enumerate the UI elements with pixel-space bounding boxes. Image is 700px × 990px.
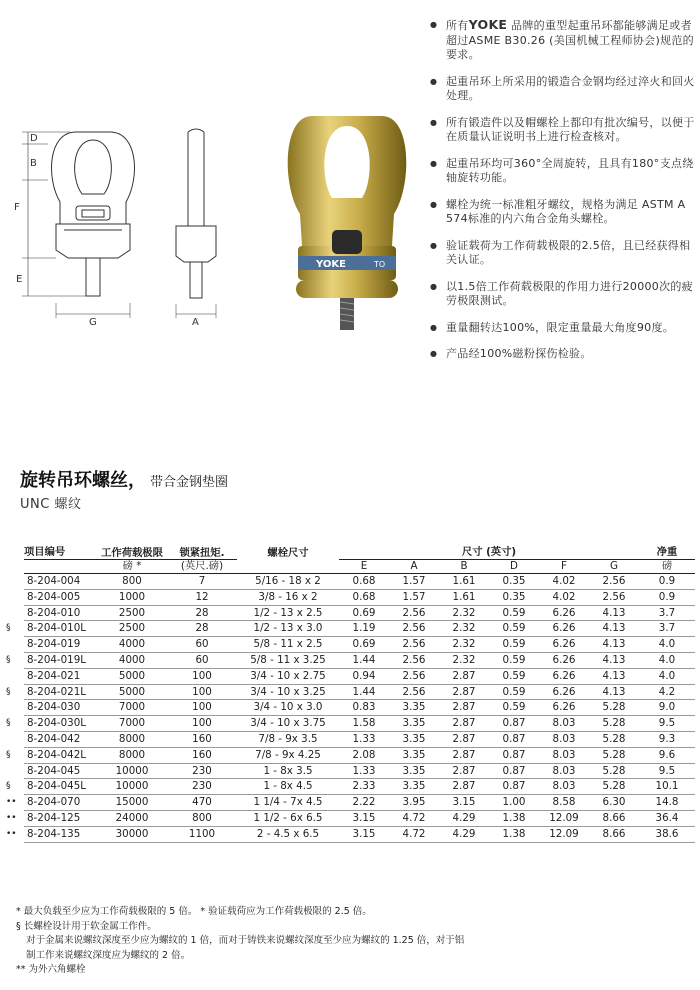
header-bolt: 螺栓尺寸	[267, 546, 309, 559]
net-weight: 9.5	[639, 716, 695, 732]
feature-text: 品牌的重型起重吊环都能够满足或者超过ASME B30.26 (美国机械工程师协会)规范的要求。	[446, 19, 694, 61]
spec-table-body	[6, 574, 695, 843]
dimension-value: 0.94	[339, 668, 389, 684]
item-number: 8-204-135	[24, 826, 97, 842]
item-number: 8-204-070	[24, 795, 97, 811]
dimension-value: 2.56	[389, 684, 439, 700]
table-row	[6, 700, 695, 716]
dimension-value: 3.35	[389, 716, 439, 732]
working-load-limit: 7000	[97, 700, 167, 716]
row-mark	[6, 605, 24, 621]
feature-text: 所有锻造件以及帽螺栓上都印有批次编号，以便于在质量认证说明书上进行检查核对。	[446, 115, 695, 143]
item-number: 8-204-019L	[24, 652, 97, 668]
table-row	[6, 574, 695, 590]
item-number: 8-204-021L	[24, 684, 97, 700]
dimension-value: 6.26	[539, 621, 589, 637]
item-number: 8-204-045L	[24, 779, 97, 795]
dimension-value: 1.38	[489, 810, 539, 826]
dimension-value: 0.35	[489, 574, 539, 590]
dimension-value: 2.56	[389, 621, 439, 637]
net-weight: 9.5	[639, 763, 695, 779]
bolt-size: 5/16 - 18 x 2	[237, 574, 339, 590]
dimension-value: 1.38	[489, 826, 539, 842]
row-mark	[6, 700, 24, 716]
bolt-size: 3/4 - 10 x 2.75	[237, 668, 339, 684]
header-dim-col: E	[339, 560, 389, 574]
working-load-limit: 8000	[97, 731, 167, 747]
dimension-value: 1.00	[489, 795, 539, 811]
torque: 160	[167, 747, 237, 763]
row-mark	[6, 574, 24, 590]
dim-label-f: F	[14, 202, 20, 213]
row-mark	[6, 763, 24, 779]
bolt-size: 5/8 - 11 x 2.5	[237, 637, 339, 653]
feature-text: 验证载荷为工作荷载极限的2.5倍，且已经获得相关认证。	[446, 238, 691, 266]
dimension-value: 1.19	[339, 621, 389, 637]
dimension-value: 3.95	[389, 795, 439, 811]
dimension-value: 2.87	[439, 700, 489, 716]
dimension-value: 5.28	[589, 700, 639, 716]
dimension-value: 2.87	[439, 716, 489, 732]
dimension-value: 5.28	[589, 731, 639, 747]
dimension-value: 6.26	[539, 668, 589, 684]
dimension-value: 2.87	[439, 763, 489, 779]
dimension-value: 4.29	[439, 826, 489, 842]
dimension-value: 2.32	[439, 605, 489, 621]
table-row	[6, 684, 695, 700]
torque: 160	[167, 731, 237, 747]
torque: 1100	[167, 826, 237, 842]
working-load-limit: 24000	[97, 810, 167, 826]
dimension-value: 0.83	[339, 700, 389, 716]
dimension-value: 6.26	[539, 605, 589, 621]
bolt-size: 7/8 - 9x 3.5	[237, 731, 339, 747]
dimension-value: 8.03	[539, 779, 589, 795]
footnote: § 长螺栓设计用于软金属工作件。	[16, 920, 157, 932]
header-dims: 尺寸 (英寸)	[339, 545, 639, 560]
dimension-value: 4.13	[589, 621, 639, 637]
footnote: 制工作来说螺纹深度应为螺纹的 2 倍。	[26, 949, 191, 961]
bolt-size: 1 - 8x 4.5	[237, 779, 339, 795]
working-load-limit: 4000	[97, 637, 167, 653]
dimension-value: 8.03	[539, 731, 589, 747]
row-mark: §	[6, 654, 11, 665]
table-row	[6, 810, 695, 826]
net-weight: 0.9	[639, 589, 695, 605]
row-mark: §	[6, 749, 11, 760]
working-load-limit: 8000	[97, 747, 167, 763]
dimension-value: 0.87	[489, 763, 539, 779]
dimension-value: 2.56	[589, 574, 639, 590]
dimension-value: 1.61	[439, 589, 489, 605]
working-load-limit: 2500	[97, 605, 167, 621]
torque: 100	[167, 668, 237, 684]
table-row	[6, 826, 695, 842]
dimension-value: 5.28	[589, 747, 639, 763]
working-load-limit: 7000	[97, 716, 167, 732]
dimension-value: 2.56	[389, 652, 439, 668]
dimension-value: 2.87	[439, 684, 489, 700]
dimension-value: 4.02	[539, 574, 589, 590]
torque: 100	[167, 684, 237, 700]
dimension-value: 3.15	[339, 810, 389, 826]
dimension-value: 5.28	[589, 779, 639, 795]
feature-text: 螺栓为统一标准粗牙螺纹，规格为满足 ASTM A 574标准的内六角合金角头螺栓。	[446, 197, 686, 225]
section-heading	[20, 466, 228, 492]
header-dim-col: G	[589, 560, 639, 574]
bolt-size: 1/2 - 13 x 2.5	[237, 605, 339, 621]
torque: 12	[167, 589, 237, 605]
row-mark	[6, 637, 24, 653]
working-load-limit: 2500	[97, 621, 167, 637]
dimension-value: 2.56	[389, 637, 439, 653]
spec-table	[6, 545, 695, 843]
net-weight: 0.9	[639, 574, 695, 590]
header-dim-col: D	[489, 560, 539, 574]
dimension-value: 6.26	[539, 637, 589, 653]
dimension-value: 4.13	[589, 605, 639, 621]
table-row	[6, 668, 695, 684]
feature-prefix: 所有	[446, 19, 469, 32]
header-wll-unit: 磅 *	[97, 560, 167, 574]
dim-label-e: E	[16, 274, 23, 285]
dimension-value: 1.61	[439, 574, 489, 590]
feature-item	[430, 75, 696, 104]
dimension-value: 2.32	[439, 621, 489, 637]
feature-text: 产品经100%磁粉探伤检验。	[446, 347, 592, 360]
item-number: 8-204-005	[24, 589, 97, 605]
bolt-size: 1/2 - 13 x 3.0	[237, 621, 339, 637]
dimension-value: 2.56	[589, 589, 639, 605]
dimension-value: 4.13	[589, 684, 639, 700]
dimension-value: 1.57	[389, 589, 439, 605]
feature-item	[430, 18, 696, 63]
feature-text: 起重吊环上所采用的锻造合金钢均经过淬火和回火处理。	[446, 74, 695, 102]
footnotes	[16, 905, 464, 978]
net-weight: 4.2	[639, 684, 695, 700]
dimension-value: 2.32	[439, 637, 489, 653]
dimension-value: 2.87	[439, 779, 489, 795]
item-number: 8-204-042L	[24, 747, 97, 763]
dimension-value: 3.35	[389, 700, 439, 716]
dimension-value: 6.26	[539, 652, 589, 668]
thread-type: UNC 螺纹	[20, 497, 82, 512]
row-mark	[6, 668, 24, 684]
dimension-value: 3.15	[439, 795, 489, 811]
dimension-value: 8.03	[539, 747, 589, 763]
net-weight: 3.7	[639, 605, 695, 621]
torque: 28	[167, 621, 237, 637]
net-weight: 9.0	[639, 700, 695, 716]
dimension-value: 0.59	[489, 700, 539, 716]
header-weight: 净重	[639, 545, 695, 560]
working-load-limit: 1000	[97, 589, 167, 605]
item-number: 8-204-030	[24, 700, 97, 716]
item-number: 8-204-125	[24, 810, 97, 826]
dimension-value: 0.69	[339, 605, 389, 621]
net-weight: 36.4	[639, 810, 695, 826]
table-row	[6, 652, 695, 668]
dimension-value: 1.58	[339, 716, 389, 732]
dimension-value: 0.59	[489, 652, 539, 668]
table-row	[6, 763, 695, 779]
dimension-value: 4.72	[389, 826, 439, 842]
dim-label-g: G	[89, 317, 97, 328]
technical-drawing	[8, 118, 240, 328]
working-load-limit: 4000	[97, 652, 167, 668]
working-load-limit: 30000	[97, 826, 167, 842]
item-number: 8-204-004	[24, 574, 97, 590]
table-row	[6, 589, 695, 605]
table-row	[6, 747, 695, 763]
dim-label-b: B	[30, 158, 37, 169]
dimension-value: 6.30	[589, 795, 639, 811]
net-weight: 4.0	[639, 637, 695, 653]
torque: 60	[167, 652, 237, 668]
dimension-value: 3.15	[339, 826, 389, 842]
photo-brand-text: YOKE	[316, 259, 346, 270]
torque: 230	[167, 763, 237, 779]
net-weight: 14.8	[639, 795, 695, 811]
dimension-value: 0.87	[489, 731, 539, 747]
dimension-value: 4.13	[589, 637, 639, 653]
header-torque-unit: (英尺.磅)	[167, 560, 237, 574]
item-number: 8-204-019	[24, 637, 97, 653]
bolt-size: 2 - 4.5 x 6.5	[237, 826, 339, 842]
dimension-value: 3.35	[389, 763, 439, 779]
dimension-value: 0.35	[489, 589, 539, 605]
net-weight: 4.0	[639, 668, 695, 684]
net-weight: 9.6	[639, 747, 695, 763]
dimension-value: 0.59	[489, 637, 539, 653]
photo-bolt-mark: TO	[374, 260, 386, 269]
dimension-value: 4.72	[389, 810, 439, 826]
dimension-value: 0.59	[489, 605, 539, 621]
dimension-value: 1.44	[339, 652, 389, 668]
dimension-value: 0.59	[489, 668, 539, 684]
table-row	[6, 621, 695, 637]
dimension-value: 0.59	[489, 684, 539, 700]
dimension-value: 8.03	[539, 716, 589, 732]
feature-text: 重量翻转达100%，限定重量最大角度90度。	[446, 320, 675, 334]
section-title: 旋转吊环螺丝，	[20, 470, 146, 491]
bolt-size: 1 1/2 - 6x 6.5	[237, 810, 339, 826]
dimension-value: 4.02	[539, 589, 589, 605]
feature-text: 以1.5倍工作荷载极限的作用力进行20000次的疲劳极限测试。	[446, 279, 693, 307]
row-mark: §	[6, 686, 11, 697]
torque: 100	[167, 716, 237, 732]
feature-item	[430, 116, 696, 145]
item-number: 8-204-042	[24, 731, 97, 747]
working-load-limit: 5000	[97, 684, 167, 700]
dimension-value: 1.44	[339, 684, 389, 700]
dimension-value: 1.33	[339, 731, 389, 747]
feature-list	[430, 18, 696, 374]
item-number: 8-204-010L	[24, 621, 97, 637]
dimension-value: 0.68	[339, 589, 389, 605]
item-number: 8-204-030L	[24, 716, 97, 732]
net-weight: 38.6	[639, 826, 695, 842]
dimension-value: 3.35	[389, 731, 439, 747]
header-dim-col: B	[439, 560, 489, 574]
feature-item	[430, 347, 696, 362]
dimension-value: 4.13	[589, 652, 639, 668]
footnote: ** 为外六角螺栓	[16, 964, 86, 975]
net-weight: 4.0	[639, 652, 695, 668]
torque: 7	[167, 574, 237, 590]
dimension-value: 0.87	[489, 747, 539, 763]
torque: 100	[167, 700, 237, 716]
torque: 230	[167, 779, 237, 795]
feature-item	[430, 157, 696, 186]
torque: 800	[167, 810, 237, 826]
dimension-value: 0.87	[489, 716, 539, 732]
bolt-size: 3/4 - 10 x 3.0	[237, 700, 339, 716]
feature-text: 起重吊环均可360°全周旋转，且具有180°支点绕轴旋转功能。	[446, 156, 694, 184]
feature-item	[430, 198, 696, 227]
working-load-limit: 10000	[97, 763, 167, 779]
dimension-value: 1.57	[389, 574, 439, 590]
torque: 28	[167, 605, 237, 621]
row-mark: §	[6, 718, 11, 729]
table-row	[6, 637, 695, 653]
row-mark: ••	[6, 828, 17, 839]
feature-item	[430, 280, 696, 309]
feature-item	[430, 239, 696, 268]
header-item: 项目编号	[24, 545, 97, 560]
dimension-value: 6.26	[539, 700, 589, 716]
dimension-value: 2.08	[339, 747, 389, 763]
dim-label-a: A	[192, 317, 199, 328]
bolt-size: 1 - 8x 3.5	[237, 763, 339, 779]
bolt-size: 3/8 - 16 x 2	[237, 589, 339, 605]
footnote: 对于金属来说螺纹深度至少应为螺纹的 1 倍，而对于铸铁来说螺纹深度至少应为螺纹的 1.25 倍，对于铝	[26, 935, 465, 946]
bolt-size: 3/4 - 10 x 3.25	[237, 684, 339, 700]
dimension-value: 5.28	[589, 763, 639, 779]
dimension-value: 2.32	[439, 652, 489, 668]
row-mark: ••	[6, 797, 17, 808]
header-weight-unit: 磅	[639, 560, 695, 574]
dim-label-d: D	[30, 133, 38, 144]
net-weight: 3.7	[639, 621, 695, 637]
bolt-size: 5/8 - 11 x 3.25	[237, 652, 339, 668]
section-subtitle: 带合金钢垫圈	[150, 475, 229, 490]
dimension-value: 12.09	[539, 826, 589, 842]
row-mark: ••	[6, 812, 17, 823]
torque: 60	[167, 637, 237, 653]
dimension-value: 2.33	[339, 779, 389, 795]
table-row	[6, 605, 695, 621]
dimension-value: 8.58	[539, 795, 589, 811]
dimension-value: 8.66	[589, 810, 639, 826]
working-load-limit: 5000	[97, 668, 167, 684]
dimension-value: 3.35	[389, 779, 439, 795]
dimension-value: 6.26	[539, 684, 589, 700]
working-load-limit: 800	[97, 574, 167, 590]
dimension-value: 4.13	[589, 668, 639, 684]
dimension-value: 0.69	[339, 637, 389, 653]
feature-item	[430, 321, 696, 336]
row-mark: §	[6, 623, 11, 634]
table-row	[6, 779, 695, 795]
working-load-limit: 10000	[97, 779, 167, 795]
row-mark	[6, 589, 24, 605]
net-weight: 9.3	[639, 731, 695, 747]
dimension-value: 5.28	[589, 716, 639, 732]
dimension-value: 8.66	[589, 826, 639, 842]
dimension-value: 0.87	[489, 779, 539, 795]
bolt-size: 1 1/4 - 7x 4.5	[237, 795, 339, 811]
dimension-value: 3.35	[389, 747, 439, 763]
dimension-value: 2.22	[339, 795, 389, 811]
dimension-value: 1.33	[339, 763, 389, 779]
footnote: * 最大负载至少应为工作荷载极限的 5 倍。 * 验证载荷应为工作荷载极限的 2.5 倍。	[16, 906, 372, 917]
working-load-limit: 15000	[97, 795, 167, 811]
row-mark: §	[6, 781, 11, 792]
dimension-value: 4.29	[439, 810, 489, 826]
header-dim-col: F	[539, 560, 589, 574]
dimension-value: 12.09	[539, 810, 589, 826]
bolt-size: 3/4 - 10 x 3.75	[237, 716, 339, 732]
header-dim-col: A	[389, 560, 439, 574]
table-row	[6, 731, 695, 747]
dimension-value: 2.87	[439, 747, 489, 763]
dimension-value: 2.56	[389, 605, 439, 621]
torque: 470	[167, 795, 237, 811]
dimension-value: 8.03	[539, 763, 589, 779]
brand-name: YOKE	[468, 17, 508, 32]
dimension-value: 2.56	[389, 668, 439, 684]
row-mark	[6, 731, 24, 747]
dimension-value: 0.59	[489, 621, 539, 637]
net-weight: 10.1	[639, 779, 695, 795]
item-number: 8-204-010	[24, 605, 97, 621]
bolt-size: 7/8 - 9x 4.25	[237, 747, 339, 763]
header-torque: 锁紧扭矩.	[167, 545, 237, 560]
item-number: 8-204-021	[24, 668, 97, 684]
table-row	[6, 795, 695, 811]
header-wll: 工作荷载极限	[97, 545, 167, 560]
dimension-value: 0.68	[339, 574, 389, 590]
product-photo	[282, 96, 412, 336]
item-number: 8-204-045	[24, 763, 97, 779]
table-row	[6, 716, 695, 732]
dimension-value: 2.87	[439, 668, 489, 684]
dimension-value: 2.87	[439, 731, 489, 747]
